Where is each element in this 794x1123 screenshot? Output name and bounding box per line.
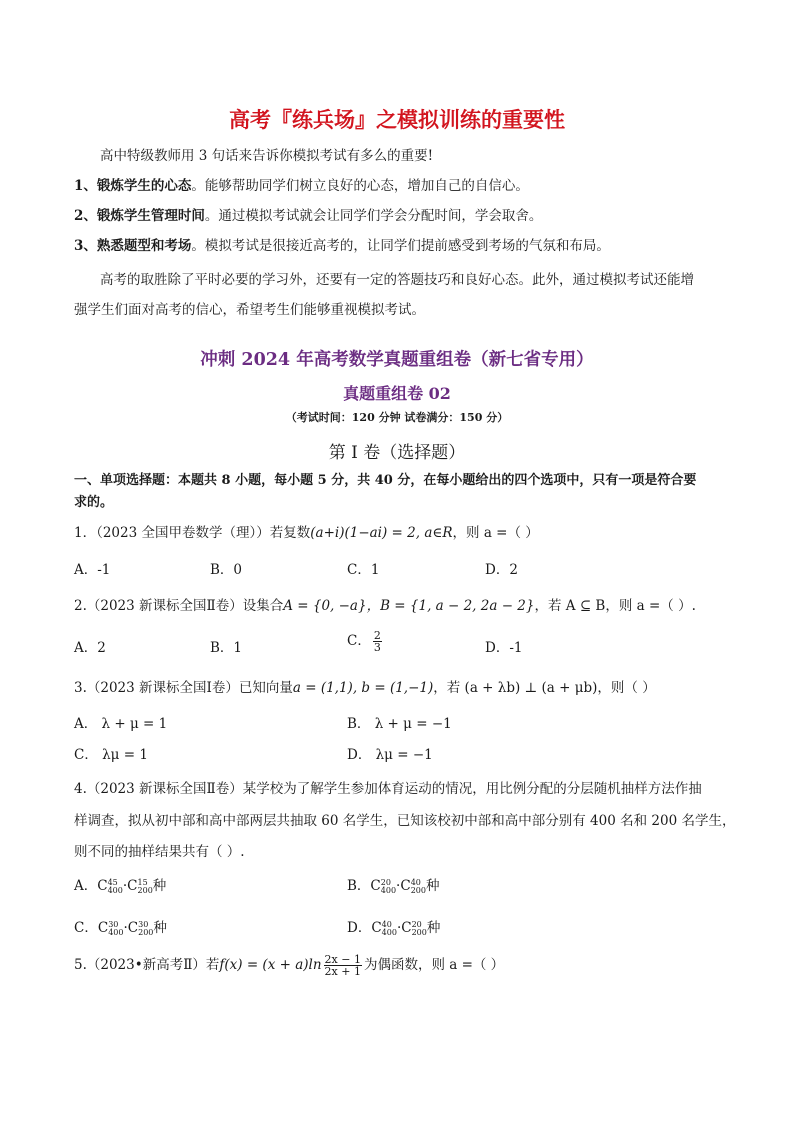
- q4-option-c: [74, 918, 167, 938]
- exam-subtitle: 真题重组卷 02: [343, 384, 451, 403]
- q4-option-b: [347, 876, 439, 896]
- intro-title: 高考『练兵场』之模拟训练的重要性: [229, 108, 565, 132]
- combination: C 45 400 ·C 15 200: [97, 877, 153, 895]
- question-formula: f(x) = (x + a)ln: [219, 957, 322, 973]
- intro-point-2: [74, 206, 542, 226]
- question-suffix: ，若 A ⊆ B，则 a =（ ）.: [534, 598, 696, 614]
- intro-point-1: [74, 176, 529, 196]
- q4-option-a: [74, 876, 166, 896]
- q2-option-b: B．1: [210, 640, 243, 656]
- combination: C 40 400 ·C 20 200: [371, 919, 427, 937]
- question-suffix: ，若 (a + λb) ⊥ (a + μb)，则（ ）: [433, 680, 656, 696]
- point-number: 2、: [74, 208, 97, 224]
- q3-option-b: B． λ + μ = −1: [347, 716, 452, 732]
- question-4-line2: 样调查，拟从初中部和高中部两层共抽取 60 名学生，已知该校初中部和高中部分别有 400 名和 200 名学生，: [74, 813, 736, 829]
- q3-option-d: D． λμ = −1: [347, 747, 433, 763]
- combination: C 20 400 ·C 40 200: [370, 877, 426, 895]
- q1-option-a: A．-1: [74, 562, 111, 578]
- q3-option-a: A． λ + μ = 1: [74, 716, 168, 732]
- option-label: B．: [347, 878, 371, 894]
- intro-paragraph-line2: 强学生们面对高考的信心，希望考生们能够重视模拟考试。: [74, 302, 425, 318]
- section-title: 第 I 卷（选择题）: [328, 443, 466, 463]
- point-heading: 熟悉题型和考场: [96, 238, 192, 254]
- point-heading: 锻炼学生的心态: [96, 178, 192, 194]
- fraction-numerator: 2: [373, 629, 381, 642]
- question-formula: (a+i)(1−ai) = 2, a∈R: [310, 525, 453, 541]
- option-label: C．: [74, 920, 98, 936]
- question-formula: a = (1,1), b = (1,−1): [292, 680, 434, 696]
- instructions-line1: 一、单项选择题：本题共 8 小题，每小题 5 分，共 40 分，在每小题给出的四个选项中，只有一项是符合要: [74, 473, 697, 488]
- point-number: 1、: [74, 178, 97, 194]
- fraction: [373, 630, 382, 653]
- q1-option-b: B．0: [210, 562, 243, 578]
- combination: C 30 400 ·C 30 200: [97, 919, 154, 937]
- question-3: [74, 678, 656, 698]
- unit: 种: [426, 920, 441, 936]
- question-2: [74, 596, 696, 616]
- instructions-line2: 求的。: [74, 495, 114, 510]
- point-text: 。能够帮助同学们树立良好的心态，增加自己的自信心。: [191, 178, 529, 194]
- option-label: C．: [347, 633, 371, 649]
- question-suffix: 为偶函数，则 a =（ ）: [363, 957, 505, 973]
- fraction: [324, 954, 362, 977]
- fraction-denominator: 2x + 1: [324, 965, 361, 978]
- point-heading: 锻炼学生管理时间: [96, 208, 205, 224]
- question-prefix: 2.（2023 新课标全国Ⅱ卷）设集合: [74, 598, 284, 614]
- option-label: A．: [74, 878, 98, 894]
- intro-point-3: [74, 236, 610, 256]
- q1-option-c: C．1: [347, 562, 380, 578]
- question-1: [74, 523, 539, 543]
- q4-option-d: [347, 918, 440, 938]
- fraction-numerator: 2x − 1: [324, 953, 361, 966]
- question-4-line3: 则不同的抽样结果共有（ ）.: [74, 844, 245, 860]
- question-suffix: ，则 a =（ ）: [452, 525, 539, 541]
- question-prefix: 5.（2023•新高考Ⅱ）若: [74, 957, 220, 973]
- exam-title: 冲刺 2024 年高考数学真题重组卷（新七省专用）: [200, 350, 594, 370]
- q2-option-d: D．-1: [485, 640, 523, 656]
- option-label: D．: [347, 920, 372, 936]
- question-prefix: 1．（2023 全国甲卷数学（理））若复数: [74, 525, 311, 541]
- intro-paragraph-line1: 高考的取胜除了平时必要的学习外，还要有一定的答题技巧和良好心态。此外，通过模拟考试还能增: [100, 272, 694, 288]
- unit: 种: [153, 920, 167, 936]
- point-number: 3、: [74, 238, 97, 254]
- point-text: 。模拟考试是很接近高考的，让同学们提前感受到考场的气氛和布局。: [191, 238, 610, 254]
- q3-option-c: C． λμ = 1: [74, 747, 148, 763]
- unit: 种: [425, 878, 440, 894]
- exam-meta: （考试时间：120 分钟 试卷满分：150 分）: [285, 411, 509, 424]
- fraction-denominator: 3: [373, 641, 381, 654]
- point-text: 。通过模拟考试就会让同学们学会分配时间，学会取舍。: [204, 208, 543, 224]
- question-5: [74, 954, 504, 977]
- q2-option-c: [347, 630, 384, 653]
- question-prefix: 3.（2023 新课标全国Ⅰ卷）已知向量: [74, 680, 293, 696]
- question-formula: A = {0, −a}，B = {1, a − 2, 2a − 2}: [283, 598, 535, 614]
- q1-option-d: D．2: [485, 562, 518, 578]
- question-4-line1: 4.（2023 新课标全国Ⅱ卷）某学校为了解学生参加体育运动的情况，用比例分配的分层随机抽样方法作抽: [74, 781, 702, 797]
- q2-option-a: A．2: [74, 640, 106, 656]
- intro-subtitle: 高中特级教师用 3 句话来告诉你模拟考试有多么的重要!: [100, 148, 434, 164]
- unit: 种: [152, 878, 167, 894]
